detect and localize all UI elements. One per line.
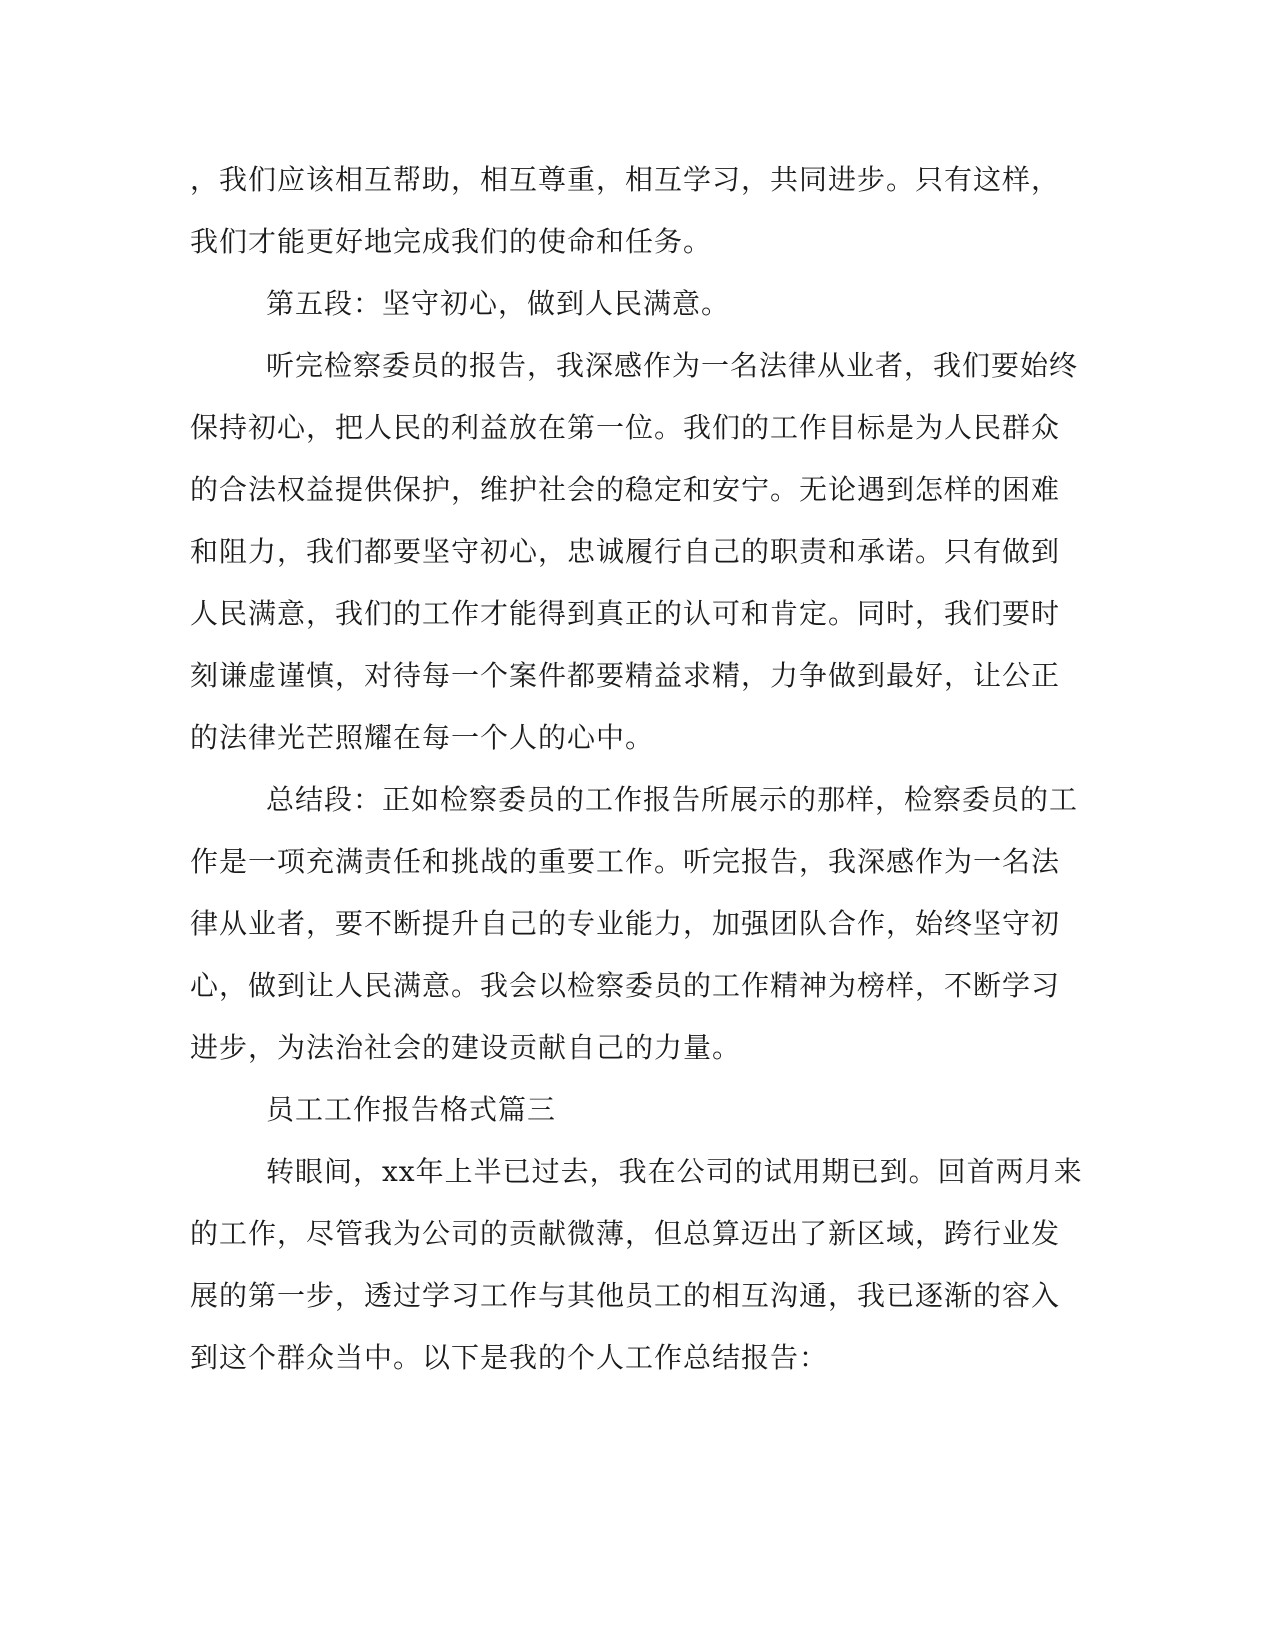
text-line: 的合法权益提供保护，维护社会的稳定和安宁。无论遇到怎样的困难 xyxy=(190,473,1061,506)
text-line: 人民满意，我们的工作才能得到真正的认可和肯定。同时，我们要时 xyxy=(190,597,1061,630)
text-line: 刻谦虚谨慎，对待每一个案件都要精益求精，力争做到最好，让公正 xyxy=(190,659,1061,692)
text-line: 展的第一步，透过学习工作与其他员工的相互沟通，我已逐渐的容入 xyxy=(190,1279,1061,1312)
text-line: 转眼间，xx年上半已过去，我在公司的试用期已到。回首两月来 xyxy=(266,1155,1083,1188)
text-line: 保持初心，把人民的利益放在第一位。我们的工作目标是为人民群众 xyxy=(190,411,1061,444)
text-line: 和阻力，我们都要坚守初心，忠诚履行自己的职责和承诺。只有做到 xyxy=(190,535,1061,568)
text-line: 听完检察委员的报告，我深感作为一名法律从业者，我们要始终 xyxy=(266,349,1079,382)
text-line: 的法律光芒照耀在每一个人的心中。 xyxy=(190,721,655,754)
text-line: 我们才能更好地完成我们的使命和任务。 xyxy=(190,225,713,258)
text-line: 到这个群众当中。以下是我的个人工作总结报告： xyxy=(190,1341,829,1374)
document-body xyxy=(190,158,1090,1398)
article-title: 员工工作报告格式篇三 xyxy=(266,1093,557,1126)
text-line: ，我们应该相互帮助，相互尊重，相互学习，共同进步。只有这样， xyxy=(190,163,1061,196)
text-line: 作是一项充满责任和挑战的重要工作。听完报告，我深感作为一名法 xyxy=(190,845,1061,878)
section-heading-5: 第五段：坚守初心，做到人民满意。 xyxy=(266,287,731,320)
text-line: 律从业者，要不断提升自己的专业能力，加强团队合作，始终坚守初 xyxy=(190,907,1061,940)
text-line: 的工作，尽管我为公司的贡献微薄，但总算迈出了新区域，跨行业发 xyxy=(190,1217,1061,1250)
summary-paragraph-start: 总结段：正如检察委员的工作报告所展示的那样，检察委员的工 xyxy=(266,783,1079,816)
text-line: 进步，为法治社会的建设贡献自己的力量。 xyxy=(190,1031,742,1064)
text-line: 心，做到让人民满意。我会以检察委员的工作精神为榜样，不断学习 xyxy=(190,969,1061,1002)
